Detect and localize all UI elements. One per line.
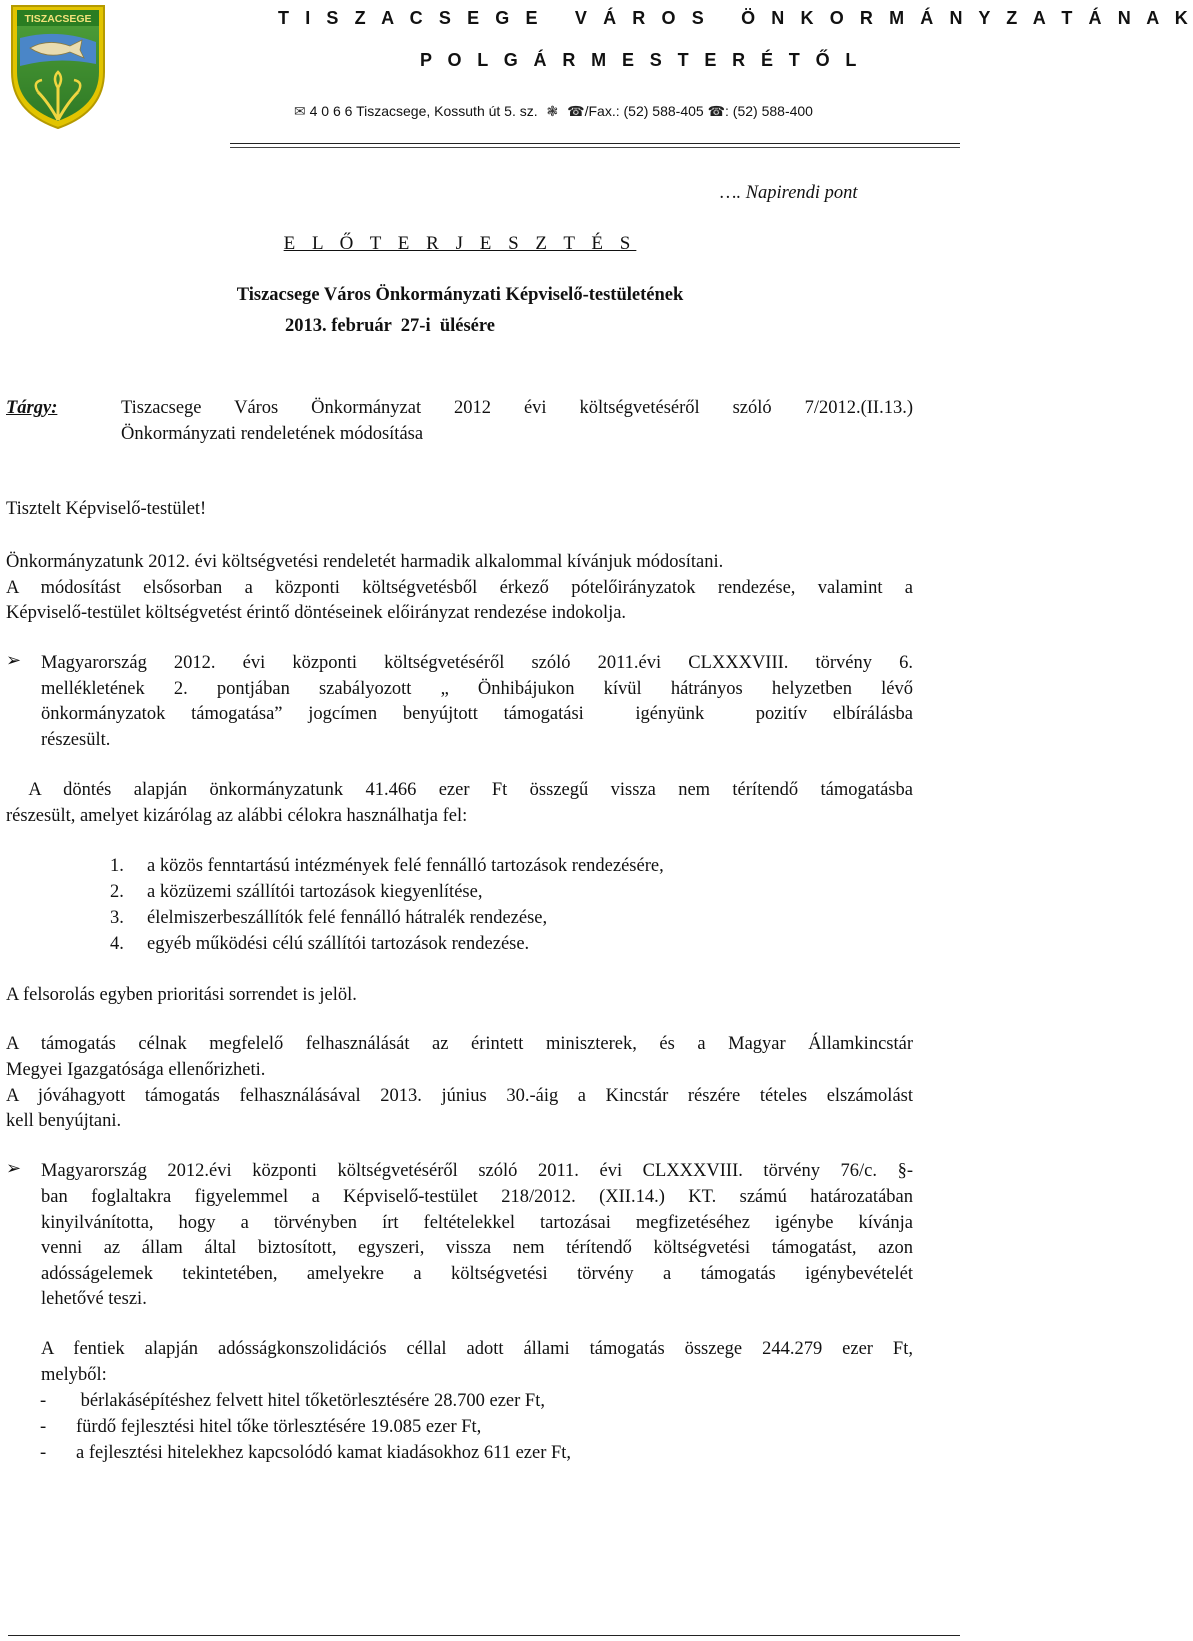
list-item: [110, 853, 910, 879]
intro-paragraph: A módosítást elsősorban a központi költségvetésből érkező pótelőirányzatok rendezése, valamint a: [6, 578, 913, 598]
contact-line: [294, 103, 813, 120]
control-paragraph: A jóváhagyott támogatás felhasználásával 2013. június 30.-áig a Kincstár részére tételes elszámolást: [6, 1086, 913, 1106]
bullet-paragraph: önkormányzatok támogatása” jogcímen benyújtott támogatási igényünk pozitív elbírálásba: [41, 704, 913, 724]
flower-separator-icon: ❃: [546, 104, 559, 120]
list-item: [110, 879, 910, 905]
document-title: E L Ő T E R J E S Z T É S: [283, 233, 637, 254]
priority-note: A felsorolás egyben prioritási sorrendet is jelöl.: [6, 985, 357, 1005]
list-item: [40, 1388, 900, 1414]
list-text: a közös fenntartású intézmények felé fennálló tartozások rendezésére,: [147, 856, 664, 876]
arrow-bullet-icon: ➢: [6, 1158, 22, 1179]
bullet-paragraph: lehetővé teszi.: [41, 1289, 147, 1309]
city-crest-logo: [8, 2, 108, 132]
list-text: a közüzemi szállítói tartozások kiegyenlítése,: [147, 882, 483, 902]
subject-line: Önkormányzati rendeletének módosítása: [121, 424, 424, 444]
list-dash: -: [40, 1391, 47, 1411]
bullet-paragraph: részesült.: [41, 730, 111, 750]
footer-rule: [8, 1635, 960, 1636]
bullet-paragraph: kinyilvánította, hogy a törvényben írt feltételekkel tartozásai megfizetéséhez igénybe kívánja: [41, 1213, 913, 1233]
meeting-body: Tiszacsege Város Önkormányzati Képviselő-testületének: [236, 285, 684, 305]
list-number: 4.: [110, 934, 124, 954]
phone-fax-text: /Fax.: (52) 588-405: [584, 103, 704, 119]
list-item: [110, 905, 910, 931]
bullet-paragraph: ban foglaltakra figyelemmel a Képviselő-testület 218/2012. (XII.14.) KT. számú határozatában: [41, 1187, 913, 1207]
address-text: 4 0 6 6 Tiszacsege, Kossuth út 5. sz.: [309, 103, 538, 119]
intro-paragraph: Képviselő-testület költségvetést érintő döntéseinek előirányzat rendezése indokolja.: [6, 603, 627, 623]
consolidation-paragraph: melyből:: [41, 1365, 107, 1385]
list-number: 2.: [110, 882, 124, 902]
breakdown-list: [40, 1388, 900, 1466]
list-number: 1.: [110, 856, 124, 876]
arrow-bullet-icon: ➢: [6, 650, 22, 671]
bullet-paragraph: Magyarország 2012.évi központi költségvetéséről szóló 2011. évi CLXXXVIII. törvény 76/c. §-: [41, 1161, 913, 1181]
control-paragraph: A támogatás célnak megfelelő felhasználását az érintett miniszterek, és a Magyar Államkincstár: [6, 1034, 913, 1054]
header-rule: [230, 143, 960, 144]
list-text: egyéb működési célú szállítói tartozások rendezése.: [147, 934, 530, 954]
purpose-list: [110, 853, 910, 957]
subject-label: Tárgy:: [6, 398, 58, 418]
meeting-date: 2013. február 27-i ülésére: [285, 316, 495, 336]
phone-icon: ☎: [567, 104, 585, 120]
list-text: élelmiszerbeszállítók felé fennálló hátralék rendezése,: [147, 908, 548, 928]
bullet-paragraph: adósságelemek tekintetében, amelyekre a költségvetési törvény a támogatás igénybevételét: [41, 1264, 913, 1284]
header-title-line2: P O L G Á R M E S T E R É T Ő L: [420, 50, 862, 70]
intro-paragraph: Önkormányzatunk 2012. évi költségvetési rendeletét harmadik alkalommal kívánjuk módosítani.: [6, 552, 724, 572]
list-text: a fejlesztési hitelekhez kapcsolódó kamat kiadásokhoz 611 ezer Ft,: [76, 1443, 572, 1463]
list-text: fürdő fejlesztési hitel tőke törlesztésére 19.085 ezer Ft,: [76, 1417, 482, 1437]
decision-paragraph: részesült, amelyet kizárólag az alábbi célokra használhatja fel:: [6, 806, 468, 826]
bullet-paragraph: venni az állam által biztosított, egyszeri, vissza nem térítendő költségvetési támogatást, azon: [41, 1238, 913, 1258]
agenda-item: …. Napirendi pont: [720, 183, 858, 203]
phone-text: : (52) 588-400: [725, 103, 813, 119]
phone-icon: ☎: [707, 104, 726, 120]
control-paragraph: Megyei Igazgatósága ellenőrizheti.: [6, 1060, 266, 1080]
svg-text:TISZACSEGE: TISZACSEGE: [24, 13, 92, 25]
header-rule: [230, 147, 960, 148]
list-text: bérlakásépítéshez felvett hitel tőketörlesztésére 28.700 ezer Ft,: [76, 1391, 545, 1411]
consolidation-paragraph: A fentiek alapján adósságkonszolidációs céllal adott állami támogatás összege 244.279 ezer Ft,: [41, 1339, 913, 1359]
list-dash: -: [40, 1417, 47, 1437]
list-number: 3.: [110, 908, 124, 928]
envelope-icon: ✉: [294, 104, 306, 120]
header-title-line1: T I S Z A C S E G E V Á R O S Ö N K O R M Á N Y Z A T Á N A K: [278, 8, 1193, 28]
bullet-paragraph: Magyarország 2012. évi központi költségvetéséről szóló 2011.évi CLXXXVIII. törvény 6.: [41, 653, 913, 673]
decision-paragraph: A döntés alapján önkormányzatunk 41.466 ezer Ft összegű vissza nem térítendő támogatásba: [6, 780, 914, 800]
list-dash: -: [40, 1443, 47, 1463]
subject-line: Tiszacsege Város Önkormányzat 2012 évi költségvetéséről szóló 7/2012.(II.13.): [121, 398, 913, 418]
bullet-paragraph: mellékletének 2. pontjában szabályozott „ Önhibájukon kívül hátrányos helyzetben lévő: [41, 679, 913, 699]
control-paragraph: kell benyújtani.: [6, 1111, 122, 1131]
list-item: [40, 1440, 900, 1466]
list-item: [40, 1414, 900, 1440]
salutation: Tisztelt Képviselő-testület!: [6, 499, 207, 519]
list-item: [110, 931, 910, 957]
